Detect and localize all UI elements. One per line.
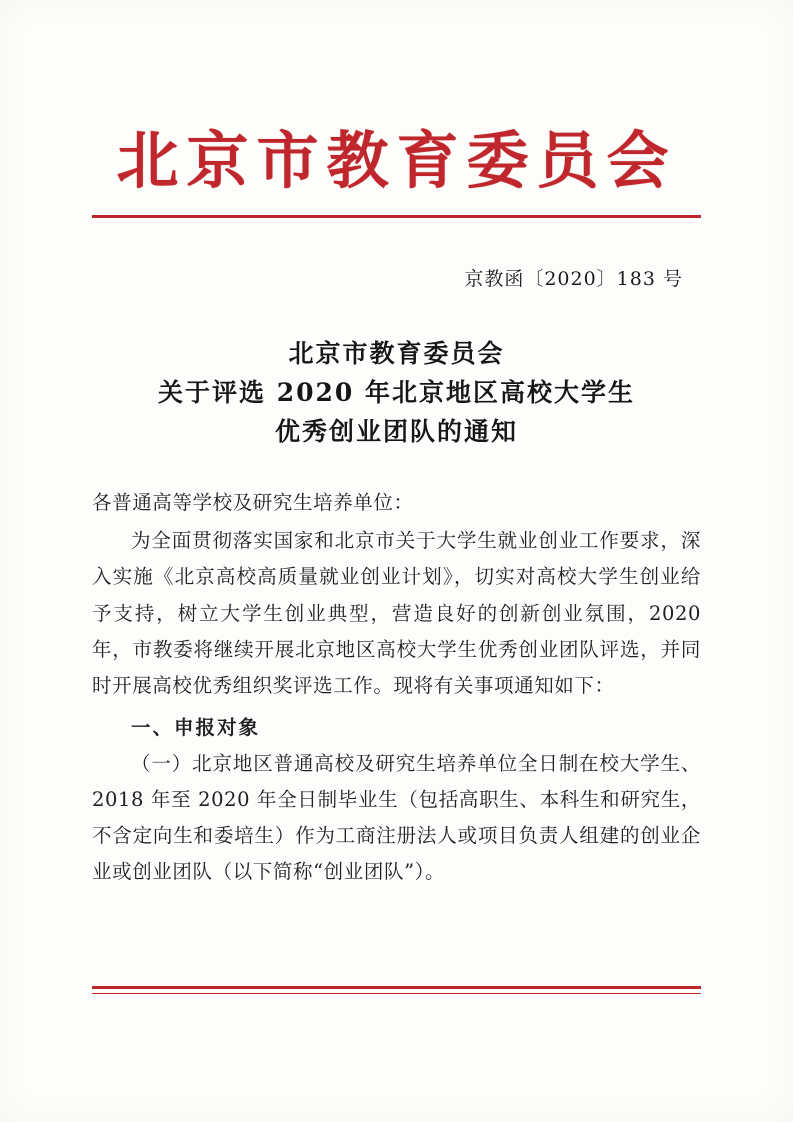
title-line-3: 优秀创业团队的通知 xyxy=(274,416,518,446)
footer-divider-group xyxy=(92,986,701,994)
salutation: 各普通高等学校及研究生培养单位： xyxy=(92,491,414,515)
title-line-1: 北京市教育委员会 xyxy=(288,339,505,369)
masthead xyxy=(92,0,701,218)
title-line-2: 关于评选 2020 年北京地区高校大学生 xyxy=(158,377,635,407)
document-body xyxy=(92,485,701,890)
footer-divider-thin xyxy=(92,993,701,994)
document-number-row xyxy=(92,264,701,291)
footer-divider-thick xyxy=(92,986,701,989)
section-paragraph-1: （一）北京地区普通高校及研究生培养单位全日制在校大学生、2018 年至 2020 年全日制毕业生（包括高职生、本科生和研究生，不含定向生和委培生）作为工商注册法人或项目负责人组建的创业企业或创业团队（以下简称“创业团队”）。 xyxy=(92,751,701,883)
document-title xyxy=(92,335,701,451)
issuing-authority-title: 北京市教育委员会 xyxy=(116,124,677,197)
body-paragraph-1: 为全面贯彻落实国家和北京市关于大学生就业创业工作要求，深入实施《北京高校高质量就业创业计划》，切实对高校大学生创业给予支持，树立大学生创业典型，营造良好的创新创业氛围，2020 年，市教委将继续开展北京地区高校大学生优秀创业团队评选，并同时开展高校优秀组织奖评选工作。现将有关事项通知如下： xyxy=(92,529,701,697)
masthead-divider xyxy=(92,215,701,218)
section-heading-1: 一、申报对象 xyxy=(131,715,261,739)
document-number: 京教函〔2020〕183 号 xyxy=(464,268,683,291)
